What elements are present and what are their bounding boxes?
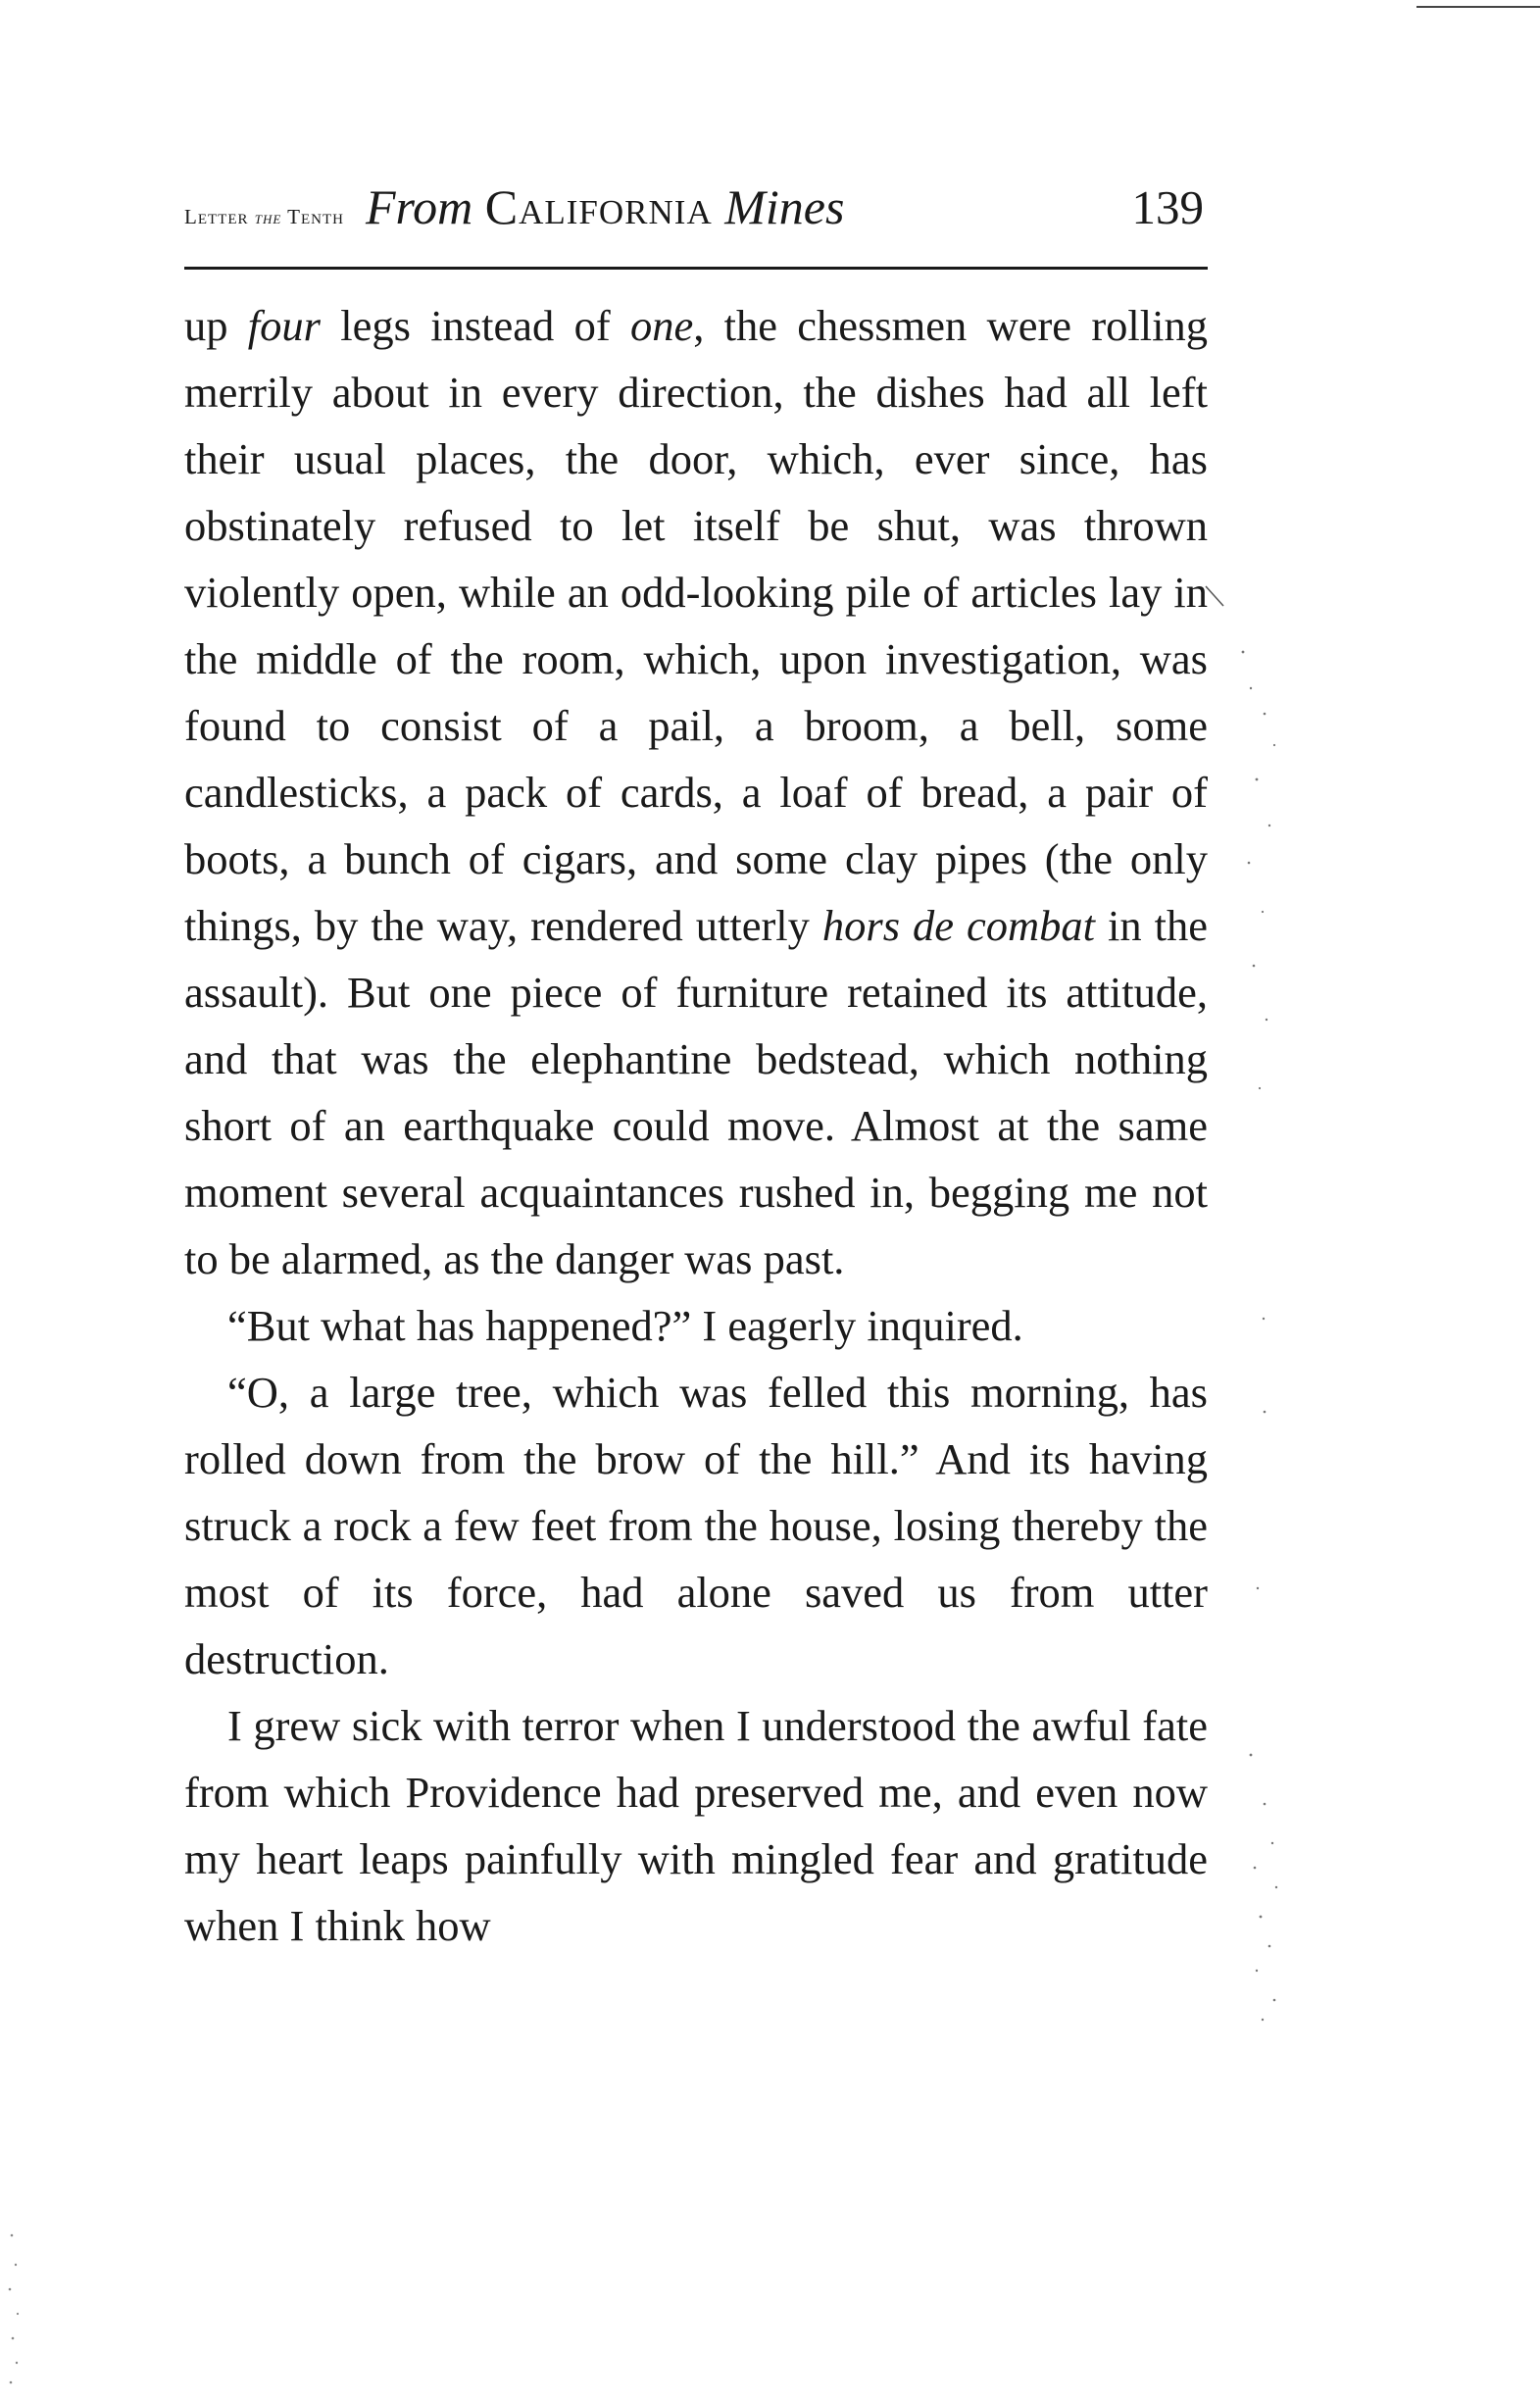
title-mines: Mines [724,179,845,234]
header-rule [184,267,1208,270]
speck-stroke [1206,586,1223,606]
p1-text-b: legs instead of [320,301,630,350]
top-edge-rule [1416,6,1540,8]
paragraph-1 [184,292,1208,1292]
p1-italic-one: one [629,301,694,350]
body-text [184,292,1208,1959]
speck-group-left [9,2234,19,2384]
title-california: California [484,179,713,234]
p1-text-a: up [184,301,248,350]
paragraph-3: “O, a large tree, which was felled this morning, has rolled down from the brow of the hill.” And its having struck a rock a few feet from the house, losing thereby the most of its force, had alone saved us from utter destruction. [184,1368,1208,1683]
p1-text-d: in the assault). But one piece of furniture retained its attitude, and that was the elephantine bedstead, which nothing short of an earthquake could move. Almost at the same moment several acquaintances rushed in, begging me not to be alarmed, as the danger was past. [184,901,1208,1283]
speck-group-right [1242,651,1278,2022]
p1-text-c: , the chessmen were rolling merrily about in every direction, the dishes had all left their usual places, the door, which, ever since, has obstinately refused to let itself be shut, was thrown violently open, while an odd-looking pile of articles lay in the middle of the room, which, upon investigation, was found to consist of a pail, a broom, a bell, some candlesticks, a pack of cards, a loaf of bread, a pair of boots, a bunch of cigars, and some clay pipes (the only things, by the way, rendered utterly [184,301,1208,950]
title-from: From [366,179,473,234]
paragraph-4: I grew sick with terror when I understood the awful fate from which Providence had preserved me, and even now my heart leaps painfully with mingled fear and gratitude when I think how [184,1701,1208,1950]
book-title [366,179,844,234]
letter-label-the: the [254,208,282,228]
page-number: 139 [1131,180,1204,234]
p1-italic-four: four [247,301,321,350]
running-head [184,179,845,234]
letter-label-post: Tenth [287,205,344,228]
paragraph-2: “But what has happened?” I eagerly inquired. [227,1301,1023,1350]
letter-label [184,205,344,228]
page-header [184,175,1208,243]
letter-label-pre: Letter [184,205,249,228]
p1-italic-hors-de-combat: hors de combat [821,901,1096,950]
